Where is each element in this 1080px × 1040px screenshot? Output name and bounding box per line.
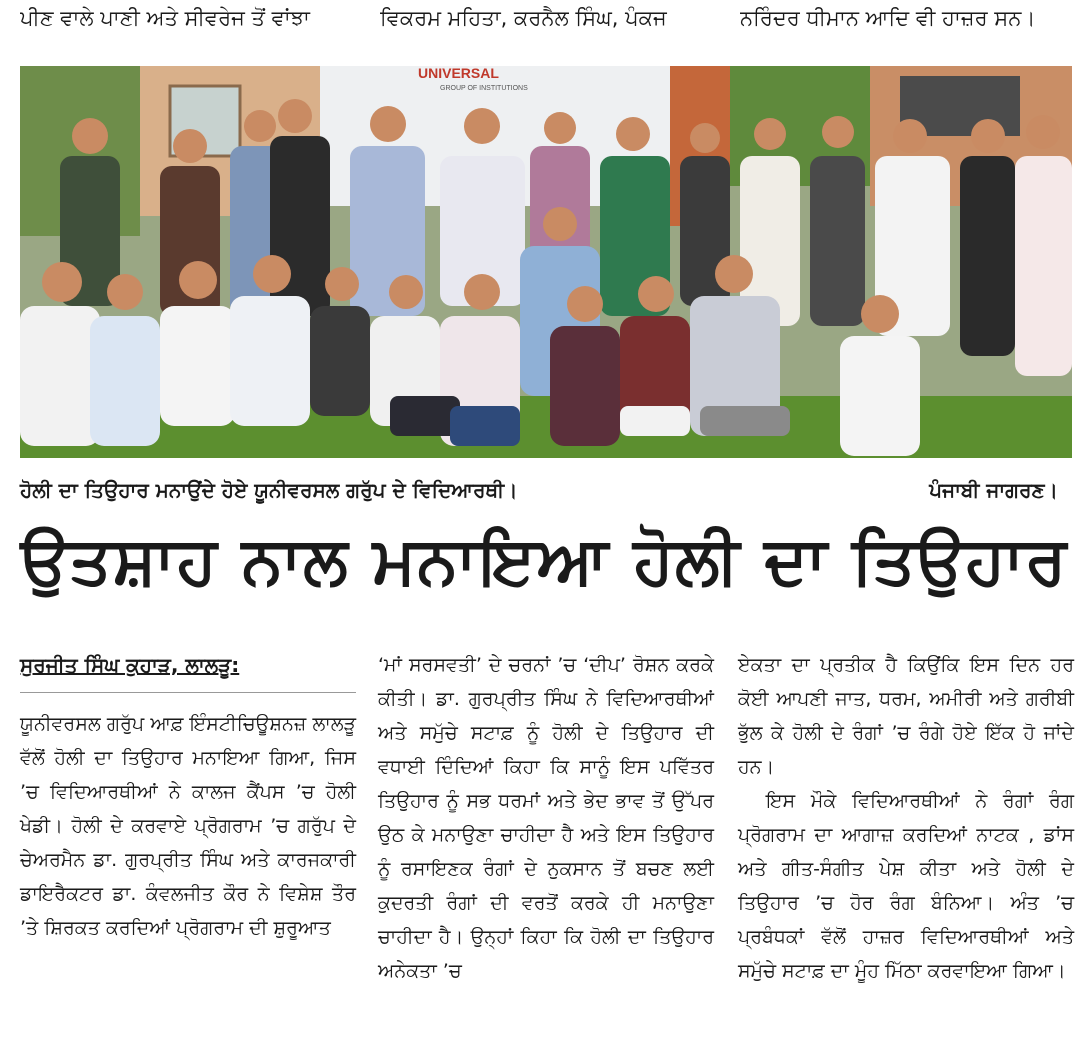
svg-text:UNIVERSAL: UNIVERSAL: [418, 66, 499, 81]
column-2-text: ‘ਮਾਂ ਸਰਸਵਤੀ’ ਦੇ ਚਰਨਾਂ ’ਚ ‘ਦੀਪ’ ਰੋਸ਼ਨ ਕਰਕੇ ਕੀਤੀ। ਡਾ. ਗੁਰਪ੍ਰੀਤ ਸਿੰਘ ਨੇ ਵਿਦਿਆਰਥੀਆਂ ਅਤੇ ਸਮੁੱਚੇ ਸਟਾਫ਼ ਨੂੰ ਹੋਲੀ ਦੇ ਤਿਉਹਾਰ ਦੀ ਵਧਾਈ ਦਿੰਦਿਆਂ ਕਿਹਾ ਕਿ ਸਾਨੂੰ ਇਸ ਪਵਿੱਤਰ ਤਿਉਹਾਰ ਨੂੰ ਸਭ ਧਰਮਾਂ ਅਤੇ ਭੇਦ ਭਾਵ ਤੋਂ ਉੱਪਰ ਉਠ ਕੇ ਮਨਾਉਣਾ ਚਾਹੀਦਾ ਹੈ ਅਤੇ ਇਸ ਤਿਉਹਾਰ ਨੂੰ ਰਸਾਇਣਕ ਰੰਗਾਂ ਦੇ ਨੁਕਸਾਨ ਤੋਂ ਬਚਣ ਲਈ ਕੁਦਰਤੀ ਰੰਗਾਂ ਦੀ ਵਰਤੋਂ ਕਰਕੇ ਹੀ ਮਨਾਉਣਾ ਚਾਹੀਦਾ ਹੈ। ਉਨ੍ਹਾਂ ਕਿਹਾ ਕਿ ਹੋਲੀ ਦਾ ਤਿਉਹਾਰ ਅਨੇਕਤਾ ’ਚ: [378, 654, 714, 982]
article-column-3: [738, 648, 1074, 988]
strip-column-1: ਪੀਣ ਵਾਲੇ ਪਾਣੀ ਅਤੇ ਸੀਵਰੇਜ ਤੋਂ ਵਾਂਝਾ: [20, 6, 310, 30]
photo-caption: ਹੋਲੀ ਦਾ ਤਿਉਹਾਰ ਮਨਾਉਂਦੇ ਹੋਏ ਯੂਨੀਵਰਸਲ ਗਰੁੱਪ ਦੇ ਵਿਦਿਆਰਥੀ।: [20, 478, 518, 502]
article-column-2: [378, 648, 714, 988]
article-body: [20, 648, 1076, 1028]
photo-credit: ਪੰਜਾਬੀ ਜਾਗਰਣ।: [929, 478, 1058, 502]
column-3-paragraph-1: ਏਕਤਾ ਦਾ ਪ੍ਰਤੀਕ ਹੈ ਕਿਉਂਕਿ ਇਸ ਦਿਨ ਹਰ ਕੋਈ ਆਪਣੀ ਜਾਤ, ਧਰਮ, ਅਮੀਰੀ ਅਤੇ ਗਰੀਬੀ ਭੁੱਲ ਕੇ ਹੋਲੀ ਦੇ ਰੰਗਾਂ ’ਚ ਰੰਗੇ ਹੋਏ ਇੱਕ ਹੋ ਜਾਂਦੇ ਹਨ।: [738, 654, 1074, 778]
strip-column-2: ਵਿਕਰਮ ਮਹਿਤਾ, ਕਰਨੈਲ ਸਿੰਘ, ਪੰਕਜ: [380, 6, 667, 30]
column-1-text: ਯੂਨੀਵਰਸਲ ਗਰੁੱਪ ਆਫ਼ ਇੰਸਟੀਚਿਊਸ਼ਨਜ਼ ਲਾਲੜੂ ਵੱਲੋਂ ਹੋਲੀ ਦਾ ਤਿਉਹਾਰ ਮਨਾਇਆ ਗਿਆ, ਜਿਸ ’ਚ ਵਿਦਿਆਰਥੀਆਂ ਨੇ ਕਾਲਜ ਕੈਂਪਸ ’ਚ ਹੋਲੀ ਖੇਡੀ। ਹੋਲੀ ਦੇ ਕਰਵਾਏ ਪ੍ਰੋਗਰਾਮ ’ਚ ਗਰੁੱਪ ਦੇ ਚੇਅਰਮੈਨ ਡਾ. ਗੁਰਪ੍ਰੀਤ ਸਿੰਘ ਅਤੇ ਕਾਰਜਕਾਰੀ ਡਾਇਰੈਕਟਰ ਡਾ. ਕੰਵਲਜੀਤ ਕੌਰ ਨੇ ਵਿਸ਼ੇਸ਼ ਤੌਰ ’ਤੇ ਸ਼ਿਰਕਤ ਕਰਦਿਆਂ ਪ੍ਰੋਗਰਾਮ ਦੀ ਸ਼ੁਰੂਆਤ: [20, 713, 356, 939]
group-photo: [20, 66, 1072, 458]
column-3-paragraph-2: ਇਸ ਮੌਕੇ ਵਿਦਿਆਰਥੀਆਂ ਨੇ ਰੰਗਾਂ ਰੰਗ ਪ੍ਰੋਗਰਾਮ ਦਾ ਆਗਾਜ਼ ਕਰਦਿਆਂ ਨਾਟਕ , ਡਾਂਸ ਅਤੇ ਗੀਤ-ਸੰਗੀਤ ਪੇਸ਼ ਕੀਤਾ ਅਤੇ ਹੋਲੀ ਦੇ ਤਿਉਹਾਰ ’ਚ ਹੋਰ ਰੰਗ ਬੰਨਿਆ। ਅੰਤ ’ਚ ਪ੍ਰਬੰਧਕਾਂ ਵੱਲੋਂ ਹਾਜ਼ਰ ਵਿਦਿਆਰਥੀਆਂ ਅਤੇ ਸਮੁੱਚੇ ਸਟਾਫ਼ ਦਾ ਮੂੰਹ ਮਿੱਠਾ ਕਰਵਾਇਆ ਗਿਆ।: [738, 790, 1074, 982]
byline: ਸੁਰਜੀਤ ਸਿੰਘ ਕੁਹਾੜ, ਲਾਲੜੂ:: [20, 648, 356, 693]
strip-column-3: ਨਰਿੰਦਰ ਧੀਮਾਨ ਆਦਿ ਵੀ ਹਾਜ਼ਰ ਸਨ।: [740, 6, 1036, 30]
svg-text:GROUP OF INSTITUTIONS: GROUP OF INSTITUTIONS: [440, 85, 528, 92]
previous-article-strip: [0, 0, 1080, 50]
article-column-1: [20, 648, 356, 945]
article-headline: ਉਤਸ਼ਾਹ ਨਾਲ ਮਨਾਇਆ ਹੋਲੀ ਦਾ ਤਿਉਹਾਰ: [20, 522, 1068, 599]
